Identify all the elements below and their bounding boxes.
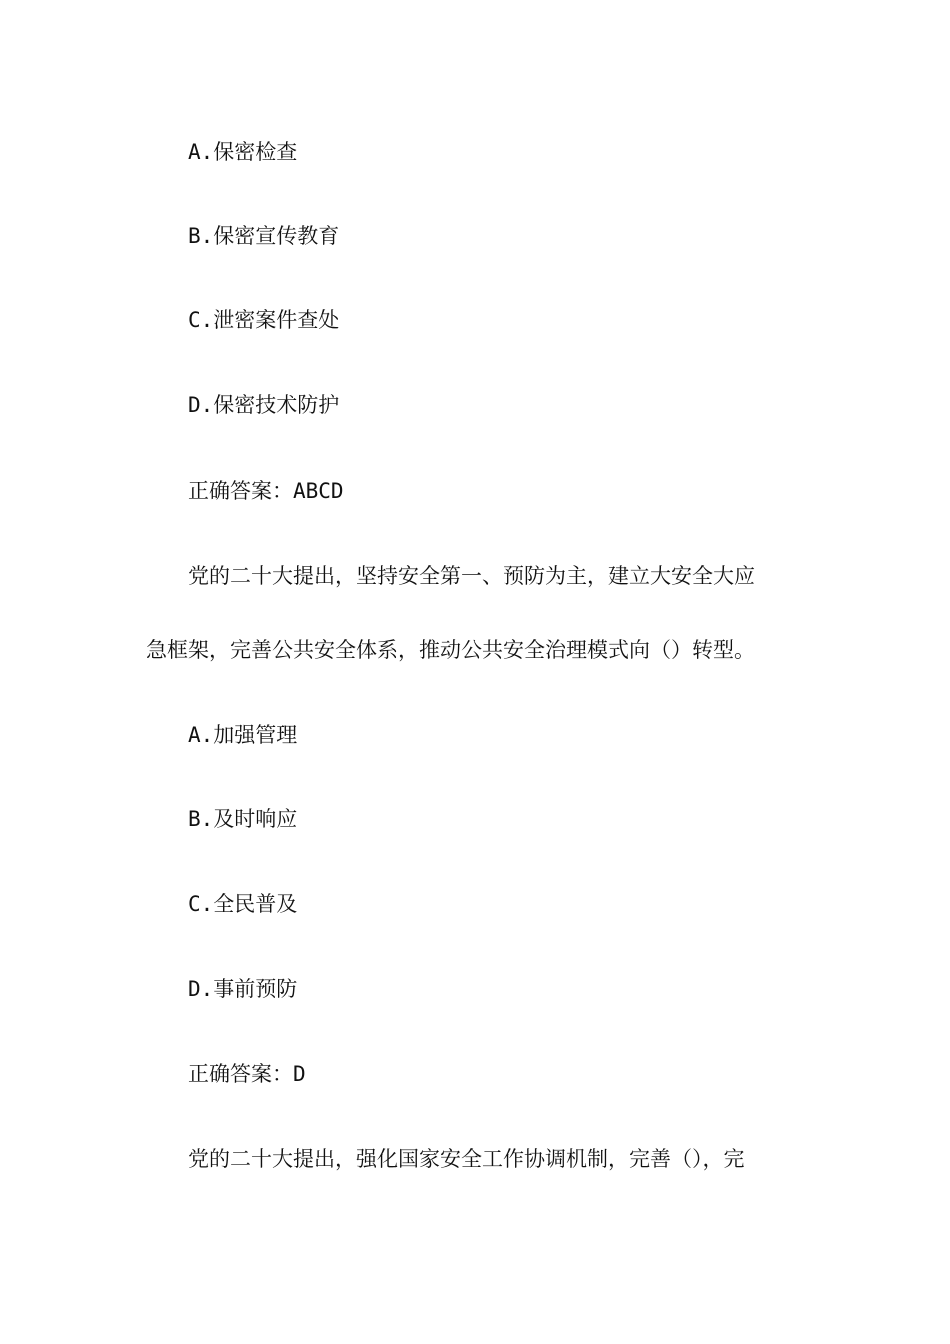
question-text-line: 急框架，完善公共安全体系，推动公共安全治理模式向（）转型。 [146, 638, 755, 662]
option-b: B.保密宣传教育 [188, 224, 340, 248]
option-c: C.泄密案件查处 [188, 308, 340, 332]
question-text-line: 党的二十大提出，强化国家安全工作协调机制，完善（），完 [188, 1147, 745, 1171]
option-d: D.保密技术防护 [188, 393, 340, 417]
correct-answer: 正确答案：D [188, 1062, 306, 1086]
option-c: C.全民普及 [188, 892, 298, 916]
question-text-line: 党的二十大提出，坚持安全第一、预防为主，建立大安全大应 [188, 564, 755, 588]
option-b: B.及时响应 [188, 807, 298, 831]
option-a: A.保密检查 [188, 140, 298, 164]
option-a: A.加强管理 [188, 723, 298, 747]
option-d: D.事前预防 [188, 977, 298, 1001]
correct-answer: 正确答案：ABCD [188, 479, 344, 503]
